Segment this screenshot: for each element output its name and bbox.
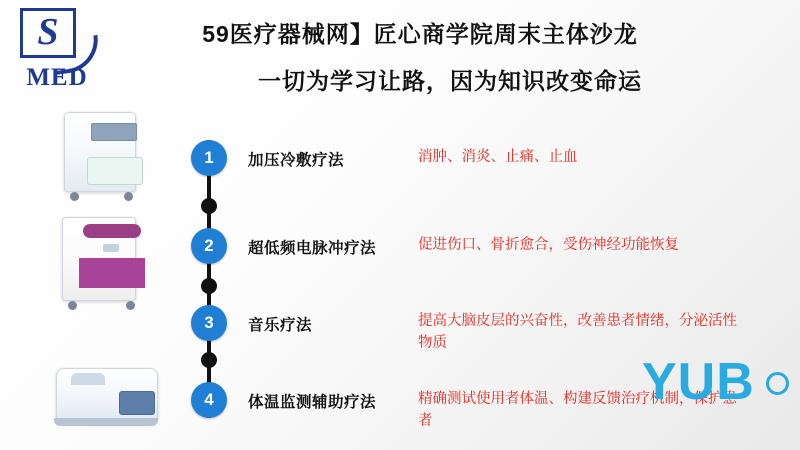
timeline-dot-1 bbox=[201, 198, 217, 214]
device-image-3 bbox=[48, 358, 168, 438]
device-panel bbox=[87, 157, 143, 185]
timeline-dot-3 bbox=[201, 352, 217, 368]
logo-text: MED bbox=[26, 64, 88, 91]
device-screen bbox=[119, 391, 155, 415]
timeline-dot-2 bbox=[201, 278, 217, 294]
page-title: 59医疗器械网】匠心商学院周末主体沙龙 bbox=[202, 21, 638, 47]
timeline-node-3[interactable]: 3 bbox=[191, 305, 227, 341]
device-top-band bbox=[83, 224, 141, 238]
timeline-node-2[interactable]: 2 bbox=[191, 228, 227, 264]
therapy-title-4: 体温监测辅助疗法 bbox=[248, 394, 377, 411]
device-indicator bbox=[103, 244, 119, 252]
therapy-desc-4: 精确测试使用者体温、构建反馈治疗机制，保护患者 bbox=[418, 391, 737, 429]
watermark-ring-icon bbox=[766, 372, 789, 395]
therapy-desc-1: 消肿、消炎、止痛、止血 bbox=[418, 149, 578, 165]
device-image-2 bbox=[48, 215, 158, 315]
device-cap bbox=[71, 373, 105, 385]
therapy-desc-3: 提高大脑皮层的兴奋性，改善患者情绪，分泌活性物质 bbox=[418, 313, 737, 351]
device-image-1 bbox=[48, 108, 158, 208]
device-body bbox=[56, 368, 158, 424]
device-body bbox=[62, 217, 136, 301]
therapy-title-3: 音乐疗法 bbox=[248, 317, 313, 334]
device-base bbox=[54, 418, 158, 426]
timeline-node-1[interactable]: 1 bbox=[191, 140, 227, 176]
page-subtitle: 一切为学习让路，因为知识改变命运 bbox=[258, 68, 642, 94]
watermark-text: YUB bbox=[642, 353, 755, 411]
logo-letter: S bbox=[37, 11, 59, 53]
device-wheel bbox=[68, 301, 77, 310]
therapy-desc-2: 促进伤口、骨折愈合，受伤神经功能恢复 bbox=[418, 237, 679, 253]
device-wheel bbox=[126, 301, 135, 310]
therapy-title-1: 加压冷敷疗法 bbox=[248, 152, 345, 169]
device-stripe bbox=[79, 258, 145, 288]
brand-logo bbox=[14, 8, 100, 96]
device-wheel bbox=[124, 192, 133, 201]
device-screen bbox=[91, 123, 137, 141]
device-wheel bbox=[70, 192, 79, 201]
device-body bbox=[64, 112, 136, 192]
therapy-title-2: 超低频电脉冲疗法 bbox=[248, 240, 377, 257]
timeline-node-4[interactable]: 4 bbox=[191, 382, 227, 418]
